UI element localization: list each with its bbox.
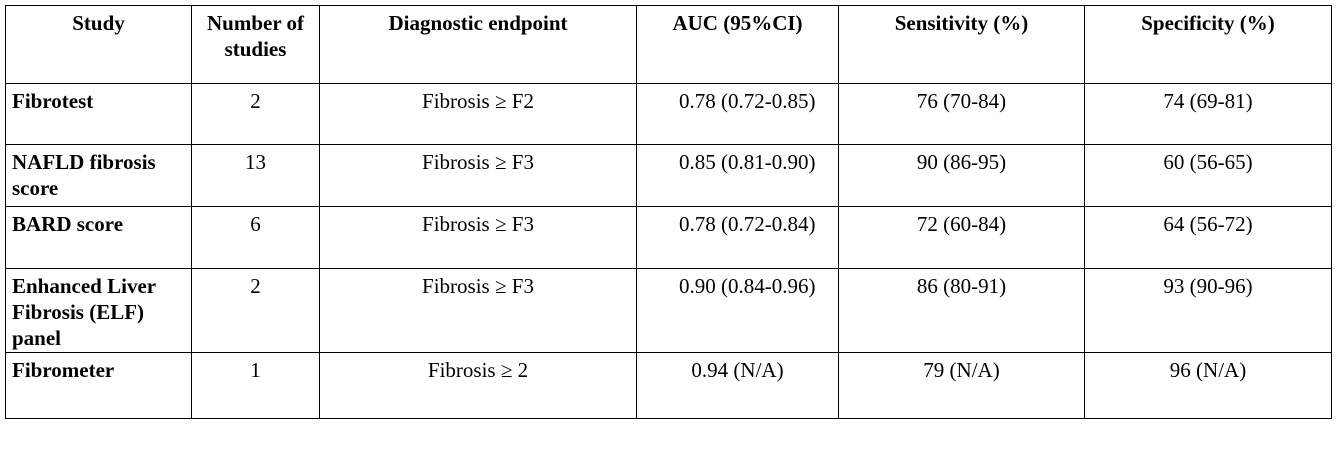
num-studies-cell: 2 <box>192 84 320 145</box>
header-specificity: Specificity (%) <box>1085 6 1332 84</box>
endpoint-cell: Fibrosis ≥ F3 <box>320 207 637 269</box>
endpoint-cell: Fibrosis ≥ 2 <box>320 353 637 419</box>
study-cell: Enhanced Liver Fibrosis (ELF) panel <box>6 269 192 353</box>
auc-cell: 0.78 (0.72-0.84) <box>637 207 839 269</box>
num-studies-cell: 13 <box>192 145 320 207</box>
num-studies-cell: 6 <box>192 207 320 269</box>
specificity-cell: 74 (69-81) <box>1085 84 1332 145</box>
sensitivity-cell: 86 (80-91) <box>839 269 1085 353</box>
table-row <box>6 353 1332 419</box>
header-sensitivity: Sensitivity (%) <box>839 6 1085 84</box>
table-row <box>6 269 1332 353</box>
header-study: Study <box>6 6 192 84</box>
num-studies-cell: 2 <box>192 269 320 353</box>
table-container <box>5 5 1332 419</box>
specificity-cell: 93 (90-96) <box>1085 269 1332 353</box>
study-cell: BARD score <box>6 207 192 269</box>
auc-cell: 0.78 (0.72-0.85) <box>637 84 839 145</box>
header-auc: AUC (95%CI) <box>637 6 839 84</box>
sensitivity-cell: 79 (N/A) <box>839 353 1085 419</box>
header-diagnostic-endpoint: Diagnostic endpoint <box>320 6 637 84</box>
endpoint-cell: Fibrosis ≥ F3 <box>320 145 637 207</box>
diagnostic-accuracy-table <box>5 5 1332 419</box>
auc-cell: 0.94 (N/A) <box>637 353 839 419</box>
specificity-cell: 64 (56-72) <box>1085 207 1332 269</box>
sensitivity-cell: 90 (86-95) <box>839 145 1085 207</box>
auc-cell: 0.90 (0.84-0.96) <box>637 269 839 353</box>
num-studies-cell: 1 <box>192 353 320 419</box>
endpoint-cell: Fibrosis ≥ F3 <box>320 269 637 353</box>
header-number-of-studies: Number of studies <box>192 6 320 84</box>
table-row <box>6 84 1332 145</box>
study-cell: Fibrometer <box>6 353 192 419</box>
sensitivity-cell: 76 (70-84) <box>839 84 1085 145</box>
table-row <box>6 207 1332 269</box>
study-cell: NAFLD fibrosis score <box>6 145 192 207</box>
specificity-cell: 96 (N/A) <box>1085 353 1332 419</box>
endpoint-cell: Fibrosis ≥ F2 <box>320 84 637 145</box>
sensitivity-cell: 72 (60-84) <box>839 207 1085 269</box>
auc-cell: 0.85 (0.81-0.90) <box>637 145 839 207</box>
table-row <box>6 145 1332 207</box>
header-row <box>6 6 1332 84</box>
specificity-cell: 60 (56-65) <box>1085 145 1332 207</box>
study-cell: Fibrotest <box>6 84 192 145</box>
